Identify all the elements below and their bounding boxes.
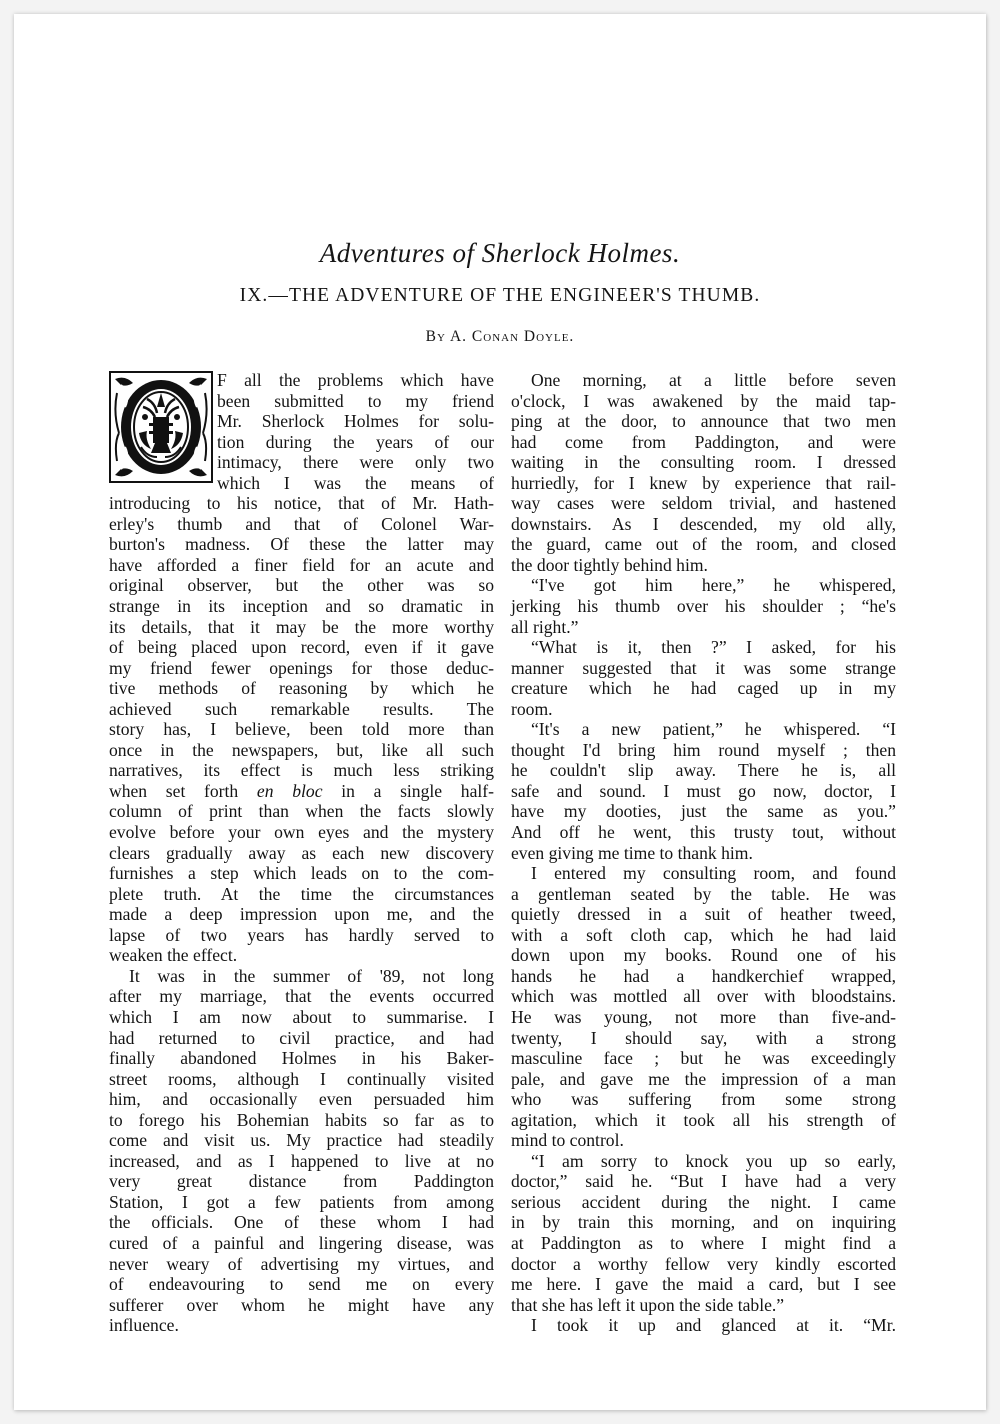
text-line: strange in its inception and so dramatic in [109, 596, 494, 617]
text-line: him, and occasionally even persuaded him [109, 1089, 494, 1110]
text-line: pale, and gave me the impression of a man [511, 1068, 896, 1089]
text-line: all right.” [511, 616, 579, 637]
text-line: column of print than when the facts slowly [109, 801, 494, 822]
text-line: I took it up and glanced at it. “Mr. [531, 1315, 896, 1336]
text-line: safe and sound. I must go now, doctor, I [511, 780, 896, 801]
text-line: who was suffering from some strong [511, 1089, 896, 1110]
text-line: doctor a worthy fellow very kindly escorted [511, 1253, 896, 1274]
text-line: manner suggested that it was some strange [511, 657, 896, 678]
text-line: narratives, its effect is much less striking [109, 760, 494, 781]
text-line: which I am now about to summarise. I [109, 1006, 494, 1027]
text-line: weaken the effect. [109, 945, 238, 966]
text-line: lapse of two years has hardly served to [109, 924, 494, 945]
text-line: after my marriage, that the events occurred [109, 986, 494, 1007]
text-line: downstairs. As I descended, my old ally, [511, 513, 896, 534]
text-line: hurriedly, for I knew by experience that rail- [511, 472, 896, 493]
left-column [109, 370, 494, 1336]
text-line: doctor,” said he. “But I have had a very [511, 1171, 896, 1192]
text-line: serious accident during the night. I came [511, 1191, 896, 1212]
text-line: a gentleman seated by the table. He was [511, 883, 896, 904]
text-line: at Paddington as to where I might find a [511, 1232, 896, 1253]
left-column-text [109, 370, 494, 1336]
text-line: “It's a new patient,” he whispered. “I [531, 719, 896, 740]
text-line: even giving me time to thank him. [511, 842, 753, 863]
text-line: me here. I gave the maid a card, but I see [511, 1274, 896, 1295]
text-line: the officials. One of these whom I had [109, 1212, 494, 1233]
text-line: “I am sorry to knock you up so early, [531, 1150, 896, 1171]
text-line: I entered my consulting room, and found [531, 863, 896, 884]
text-line: come and visit us. My practice had steadily [109, 1130, 494, 1151]
text-line: F all the problems which have [217, 370, 494, 390]
text-line: It was in the summer of '89, not long [129, 965, 494, 986]
text-line: my friend fewer openings for those deduc- [109, 657, 494, 678]
text-line: plete truth. At the time the circumstances [109, 883, 494, 904]
text-line: of being placed upon record, even if it gave [109, 637, 494, 658]
text-line: hands he had a handkerchief wrapped, [511, 965, 896, 986]
story-title: IX.—THE ADVENTURE OF THE ENGINEER'S THUMB. [239, 285, 761, 306]
right-column [511, 370, 896, 1336]
text-line: achieved such remarkable results. The [109, 698, 494, 719]
text-line: have my dooties, just the same as you.” [511, 801, 896, 822]
text-line: mind to control. [511, 1130, 624, 1151]
text-line: “I've got him here,” he whispered, [531, 575, 896, 596]
text-line: cured of a painful and lingering disease, was [109, 1232, 494, 1253]
italic-phrase: en bloc [256, 780, 323, 801]
text-line: thought I'd bring him round myself ; then [511, 739, 896, 760]
text-line: Station, I got a few patients from among [109, 1191, 494, 1212]
text-line: introducing to his notice, that of Mr. Hath- [109, 493, 494, 514]
right-column-text [511, 370, 896, 1336]
text-line: tion during the years of our [217, 431, 494, 452]
text-line: evolve before your own eyes and the mystery [109, 822, 494, 843]
ornate-initial-o-icon [109, 371, 213, 483]
text-line: which I was the means of [217, 472, 494, 493]
text-line: of endeavouring to send me on every [109, 1274, 494, 1295]
text-line: to forego his Bohemian habits so far as to [109, 1109, 494, 1130]
text-line: very great distance from Paddington [109, 1171, 494, 1192]
text-line: One morning, at a little before seven [531, 370, 896, 390]
text-line: agitation, which it took all his strength of [511, 1109, 896, 1130]
text-line: once in the newspapers, but, like all such [109, 739, 494, 760]
text-line: creature which he had caged up in my [511, 678, 896, 699]
text-line: And off he went, this trusty tout, without [511, 822, 896, 843]
text-line: the guard, came out of the room, and closed [511, 534, 896, 555]
text-line: story has, I believe, been told more than [109, 719, 494, 740]
text-line: jerking his thumb over his shoulder ; “he's [511, 596, 896, 617]
text-line: never weary of advertising my virtues, and [109, 1253, 494, 1274]
byline: By A. Conan Doyle. [425, 328, 575, 345]
text-line: that she has left it upon the side table.” [511, 1294, 785, 1315]
text-line: had returned to civil practice, and had [109, 1027, 494, 1048]
text-line: clears gradually away as each new discovery [109, 842, 494, 863]
text-line: burton's madness. Of these the latter may [109, 534, 494, 555]
text-line: which was mottled all over with bloodstains. [511, 986, 896, 1007]
series-title: Adventures of Sherlock Holmes. [319, 238, 681, 268]
text-line: o'clock, I was awakened by the maid tap- [511, 390, 896, 411]
text-line: He was young, not more than five-and- [511, 1006, 896, 1027]
text-line: room. [511, 698, 553, 719]
text-line: original observer, but the other was so [109, 575, 494, 596]
text-line: had come from Paddington, and were [511, 431, 896, 452]
text-line: masculine face ; but he was exceedingly [511, 1048, 896, 1069]
text-line: intimacy, there were only two [217, 452, 494, 473]
text-line: down upon my books. Round one of his [511, 945, 896, 966]
text-line: street rooms, although I continually visited [109, 1068, 494, 1089]
text-line: quietly dressed in a suit of heather tweed, [511, 904, 896, 925]
text-line: waiting in the consulting room. I dressed [511, 452, 896, 473]
text-line: “What is it, then ?” I asked, for his [531, 637, 896, 658]
text-line: its details, that it may be the more worthy [109, 616, 494, 637]
text-line: in by train this morning, and on inquiring [511, 1212, 896, 1233]
text-line: way cases were seldom trivial, and hastened [511, 493, 896, 514]
text-line: increased, and as I happened to live at no [109, 1150, 494, 1171]
text-line: ping at the door, to announce that two men [511, 411, 896, 432]
text-line: been submitted to my friend [217, 390, 494, 411]
text-line: the door tightly behind him. [511, 554, 708, 575]
text-line: he couldn't slip away. There he is, all [511, 760, 896, 781]
text-line: finally abandoned Holmes in his Baker- [109, 1048, 494, 1069]
text-line: erley's thumb and that of Colonel War- [109, 513, 494, 534]
text-line: with a soft cloth cap, which he had laid [511, 924, 896, 945]
text-line: have afforded a finer field for an acute and [109, 554, 494, 575]
text-line: made a deep impression upon me, and the [109, 904, 494, 925]
text-line: sufferer over whom he might have any [109, 1294, 494, 1315]
text-line: Mr. Sherlock Holmes for solu- [217, 411, 494, 432]
text-line: tive methods of reasoning by which he [109, 678, 494, 699]
text-line: furnishes a step which leads on to the com- [109, 863, 494, 884]
text-fragment: in a single half- [322, 780, 494, 801]
text-line: twenty, I should say, with a strong [511, 1027, 896, 1048]
text-line: when set forth en bloc in a single half- [109, 780, 494, 801]
text-line: influence. [109, 1315, 179, 1336]
